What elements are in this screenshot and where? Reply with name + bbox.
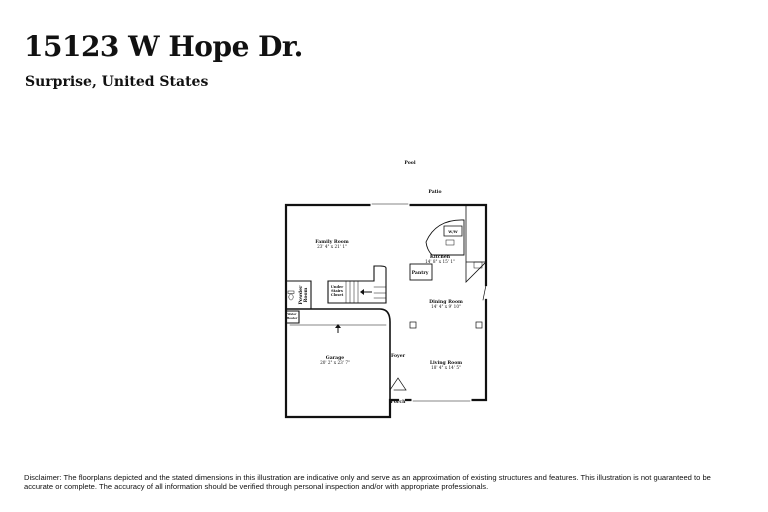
stair-up-arrow-icon: [360, 289, 372, 295]
family-room-dims: 23' 4" x 21' 1": [317, 244, 347, 249]
powder-room-line1: Powder: [299, 285, 304, 305]
powder-room-line2: Room: [304, 287, 309, 303]
family-room-name: Family Room: [315, 240, 349, 245]
patio-label: Patio: [428, 190, 442, 195]
foyer-label: Foyer: [390, 354, 406, 359]
property-location: Surprise, United States: [25, 74, 209, 90]
under-stairs-line1: Under: [330, 285, 344, 289]
water-heater-line1: Water: [287, 312, 297, 316]
water-heater-line2: Heater: [286, 316, 298, 320]
under-stairs-line2: Stairs: [331, 289, 343, 293]
porch-label: Porch: [390, 400, 406, 405]
under-stairs-line3: Closet: [330, 293, 344, 297]
living-room-dims: 18' 4" x 14' 5": [431, 365, 461, 370]
kitchen-dims: 14' 8" x 15' 1": [425, 259, 455, 264]
kitchen-island: [426, 220, 464, 255]
dining-room-name: Dining Room: [429, 300, 463, 305]
kitchen-name: Kitchen: [429, 255, 451, 260]
disclaimer-text: Disclaimer: The floorplans depicted and the stated dimensions in this illustration are indicative only and serve as an approximation of existing structures and features. This illustration is not guaranteed to be accurate or complete. The accuracy of all information should be verified through personal inspection and/or with appropriate professionals.: [24, 473, 711, 491]
wic-label: W/W: [448, 230, 458, 234]
living-room-name: Living Room: [429, 361, 463, 366]
pantry-label: Pantry: [411, 271, 429, 276]
property-address: 15123 W Hope Dr.: [24, 30, 303, 63]
pool-label: Pool: [404, 161, 416, 166]
toilet-icon: [288, 291, 294, 300]
garage-dims: 20' 2" x 23' 7": [320, 360, 350, 365]
kitchen-counter: [466, 205, 486, 282]
dining-room-dims: 14' 4" x 9' 10": [431, 304, 461, 309]
garage-up-arrow-icon: [335, 324, 341, 333]
garage-name: Garage: [325, 356, 345, 361]
